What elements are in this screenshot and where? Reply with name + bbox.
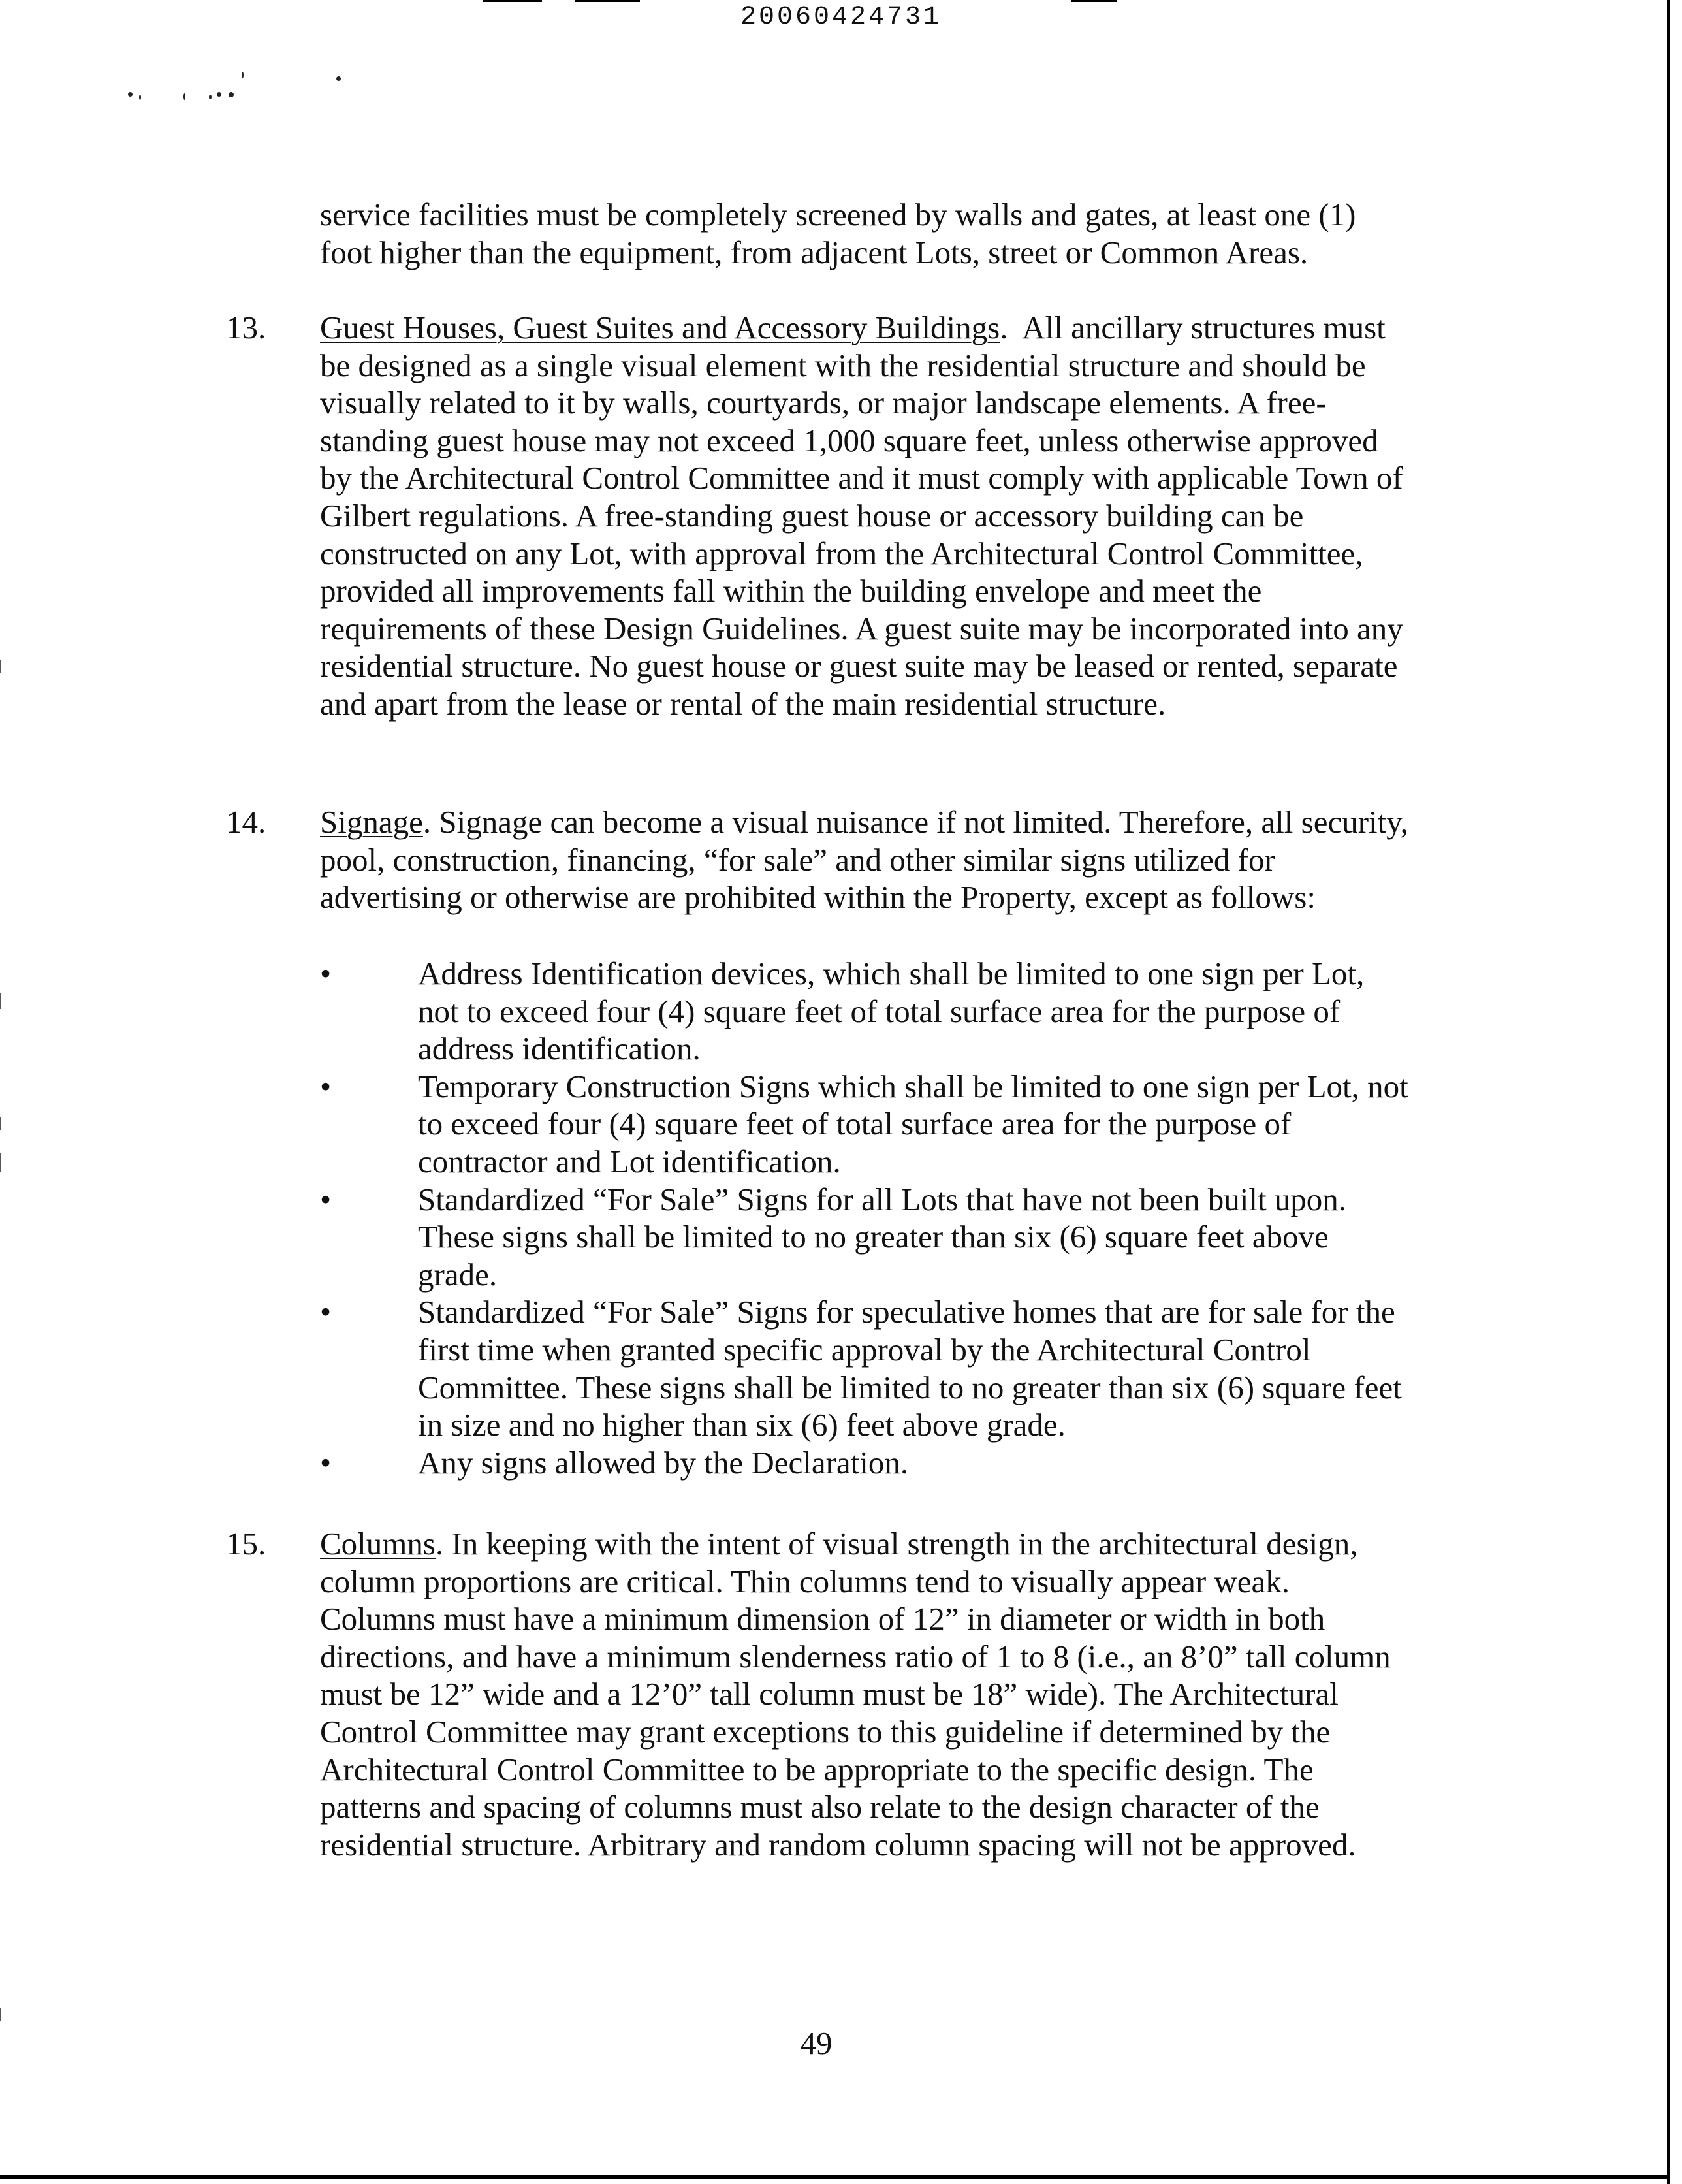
list-item: [320, 955, 1409, 1068]
bullet-symbol: •: [320, 1294, 332, 1330]
section-14-number: 14.: [226, 804, 266, 840]
section-15-heading: Columns: [320, 1526, 436, 1562]
scan-speck: [242, 72, 244, 78]
section-14-paragraph: Signage. Signage can become a visual nuisance if not limited. Therefore, all security, pool, construction, financing, “for sale” and other similar signs utilized for advertising or otherwise are prohibited within the Property, except as follows:: [320, 804, 1408, 916]
signage-bullet-list: [320, 955, 1409, 1481]
list-item: [320, 1068, 1409, 1181]
scan-speck: [217, 92, 221, 97]
bullet-symbol: •: [320, 1181, 332, 1217]
scan-right-border: [1667, 0, 1670, 2184]
list-item: [320, 1181, 1409, 1294]
scan-edge-mark: [0, 993, 1, 1009]
section-13-heading: Guest Houses, Guest Suites and Accessory Buildings: [320, 310, 1000, 345]
document-number: 20060424731: [740, 3, 942, 32]
scan-speck: [209, 95, 212, 99]
bullet-symbol: •: [320, 956, 332, 991]
list-item-text: Standardized “For Sale” Signs for speculative homes that are for sale for the first time when granted specific approval by the Architectural Control Committee. These signs shall be limited to no greater than six (6) square feet in size and no higher than six (6) feet above grade.: [418, 1294, 1402, 1443]
page-number: 49: [800, 2025, 833, 2061]
scan-edge-mark: [0, 1117, 1, 1130]
scan-speck: [229, 92, 234, 97]
scan-edge-mark: [0, 1153, 1, 1172]
list-item: [320, 1293, 1409, 1443]
bullet-symbol: •: [320, 1068, 332, 1104]
section-13-number: 13.: [226, 310, 266, 345]
section-13-paragraph: Guest Houses, Guest Suites and Accessory Buildings. All ancillary structures must be designed as a single visual element with the residential structure and should be visually related to it by walls, courtyards, or major landscape elements. A free-standing guest house may not exceed 1,000 square feet, unless otherwise approved by the Architectural Control Committee and it must comply with applicable Town of Gilbert regulations. A free-standing guest house or accessory building can be constructed on any Lot, with approval from the Architectural Control Committee, provided all improvements fall within the building envelope and meet the requirements of these Design Guidelines. A guest suite may be incorporated into any residential structure. No guest house or guest suite may be leased or rented, separate and apart from the lease or rental of the main residential structure.: [320, 310, 1403, 722]
section-14-body: Signage can become a visual nuisance if not limited. Therefore, all security, pool, construction, financing, “for sale” and other similar signs utilized for advertising or otherwise are prohibited within the Property, except as follows:: [320, 804, 1408, 916]
scan-bottom-border: [0, 2175, 1670, 2179]
section-15-number: 15.: [226, 1526, 266, 1562]
list-item: [320, 1444, 1409, 1482]
scan-speck: [128, 92, 133, 97]
list-item-text: Standardized “For Sale” Signs for all Lots that have not been built upon. These signs shall be limited to no greater than six (6) square feet above grade.: [418, 1181, 1347, 1293]
scan-speck: [183, 93, 185, 100]
list-item-text: Temporary Construction Signs which shall be limited to one sign per Lot, not to exceed four (4) square feet of total surface area for the purpose of contractor and Lot identification.: [418, 1068, 1408, 1180]
scan-edge-mark: [0, 2008, 1, 2021]
intro-paragraph: service facilities must be completely screened by walls and gates, at least one (1) foot higher than the equipment, from adjacent Lots, street or Common Areas.: [320, 197, 1356, 270]
scan-edge-mark: [0, 660, 1, 673]
bullet-symbol: •: [320, 1444, 332, 1481]
scan-speck: [336, 76, 341, 81]
list-item-text: Address Identification devices, which shall be limited to one sign per Lot, not to exceed four (4) square feet of total surface area for the purpose of address identification.: [418, 956, 1365, 1067]
scan-speck: [139, 95, 141, 100]
section-15-body: In keeping with the intent of visual strength in the architectural design, column proportions are critical. Thin columns tend to visually appear weak. Columns must have a minimum dimension of 12” in diameter or width in both directions, and have a minimum slenderness ratio of 1 to 8 (i.e., an 8’0” tall column must be 12” wide and a 12’0” tall column must be 18” wide). The Architectural Control Committee may grant exceptions to this guideline if determined by the Architectural Control Committee to be appropriate to the specific design. The patterns and spacing of columns must also relate to the design character of the residential structure. Arbitrary and random column spacing will not be approved.: [320, 1526, 1391, 1863]
section-13-body: All ancillary structures must be designed as a single visual element with the residential structure and should be visually related to it by walls, courtyards, or major landscape elements. A free-standing guest house may not exceed 1,000 square feet, unless otherwise approved by the Architectural Control Committee and it must comply with applicable Town of Gilbert regulations. A free-standing guest house or accessory building can be constructed on any Lot, with approval from the Architectural Control Committee, provided all improvements fall within the building envelope and meet the requirements of these Design Guidelines. A guest suite may be incorporated into any residential structure. No guest house or guest suite may be leased or rented, separate and apart from the lease or rental of the main residential structure.: [320, 310, 1403, 722]
section-15-paragraph: Columns. In keeping with the intent of visual strength in the architectural design, column proportions are critical. Thin columns tend to visually appear weak. Columns must have a minimum dimension of 12” in diameter or width in both directions, and have a minimum slenderness ratio of 1 to 8 (i.e., an 8’0” tall column must be 12” wide and a 12’0” tall column must be 18” wide). The Architectural Control Committee may grant exceptions to this guideline if determined by the Architectural Control Committee to be appropriate to the specific design. The patterns and spacing of columns must also relate to the design character of the residential structure. Arbitrary and random column spacing will not be approved.: [320, 1526, 1391, 1863]
list-item-text: Any signs allowed by the Declaration.: [418, 1444, 909, 1481]
section-14-heading: Signage: [320, 804, 423, 840]
